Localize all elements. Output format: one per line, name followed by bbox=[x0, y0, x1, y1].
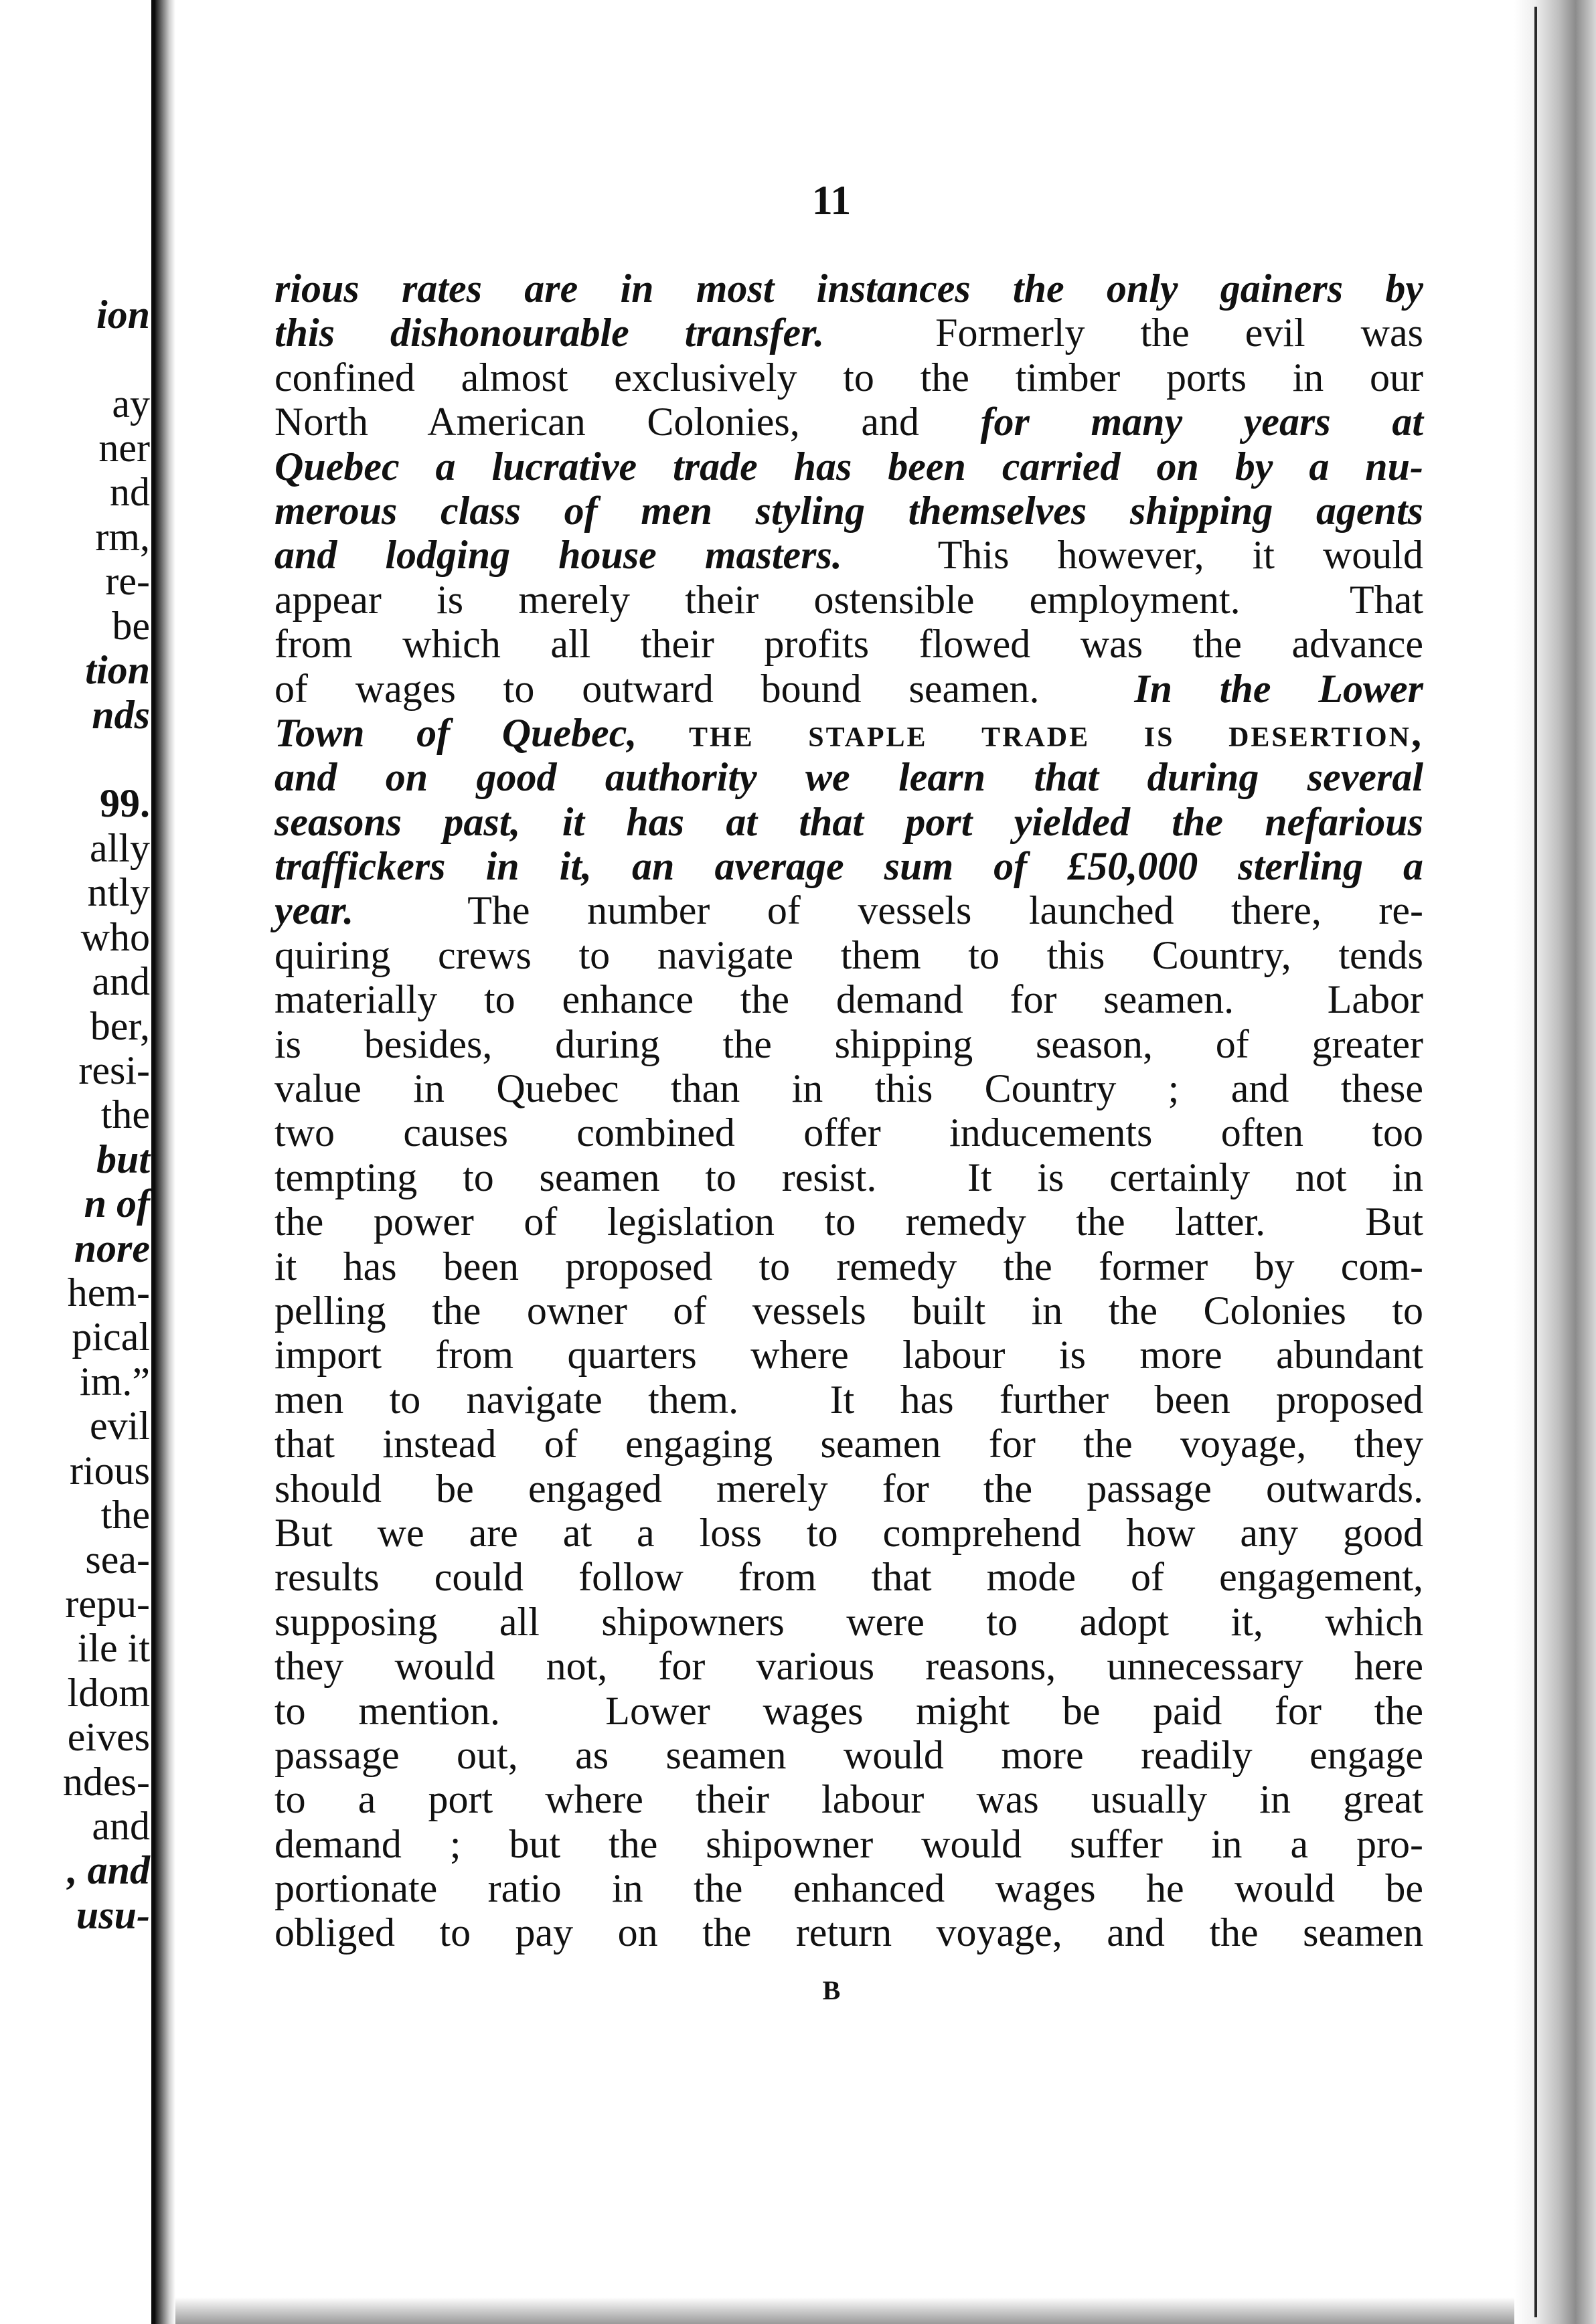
previous-page-fragment: the bbox=[100, 1493, 150, 1538]
previous-page-fragment: repu- bbox=[65, 1581, 150, 1626]
text-segment: pelling the owner of vessels built in the Colonies to bbox=[274, 1288, 1423, 1333]
text-segment: it has been proposed to remedy the former by com- bbox=[274, 1244, 1423, 1289]
text-line bbox=[274, 1110, 1423, 1155]
text-line bbox=[274, 711, 1423, 755]
text-line bbox=[274, 355, 1423, 400]
text-line bbox=[274, 1733, 1423, 1777]
text-segment: Town of Quebec, bbox=[274, 710, 689, 755]
previous-page-fragment: ner bbox=[98, 426, 150, 471]
previous-page-fragment: nd bbox=[110, 470, 150, 515]
text-segment: obliged to pay on the return voyage, and the seamen bbox=[274, 1910, 1423, 1955]
text-segment: In the Lower bbox=[1134, 666, 1423, 711]
previous-page-fragment: eives bbox=[67, 1715, 150, 1760]
text-segment: portionate ratio in the enhanced wages he would be bbox=[274, 1866, 1423, 1911]
previous-page-fragment: usu- bbox=[76, 1892, 150, 1937]
previous-page-fragment: rious bbox=[70, 1448, 150, 1493]
previous-page-fragment: ally bbox=[90, 825, 150, 870]
text-segment: this dishonourable transfer. bbox=[274, 311, 825, 355]
previous-page-fragment: nore bbox=[74, 1226, 150, 1270]
book-page bbox=[175, 0, 1514, 2297]
text-line bbox=[274, 977, 1423, 1021]
text-line bbox=[274, 400, 1423, 444]
text-line bbox=[274, 888, 1423, 932]
text-segment: quiring crews to navigate them to this Country, tends bbox=[274, 932, 1423, 977]
text-segment: appear is merely their ostensible employment. That bbox=[274, 577, 1423, 622]
text-line bbox=[274, 1555, 1423, 1599]
text-line bbox=[274, 800, 1423, 844]
previous-page-fragment: evil bbox=[90, 1404, 150, 1448]
text-segment: passage out, as seamen would more readily engage bbox=[274, 1732, 1423, 1777]
previous-page-fragment: ber, bbox=[90, 1003, 150, 1048]
text-segment: North American Colonies, and bbox=[274, 400, 981, 444]
text-line bbox=[274, 1199, 1423, 1244]
previous-page-edge bbox=[0, 0, 155, 2324]
text-segment: This however, it would bbox=[842, 533, 1423, 578]
text-segment: to a port where their labour was usually in great bbox=[274, 1777, 1423, 1822]
previous-page-fragment: ile it bbox=[77, 1626, 150, 1671]
previous-page-fragment: re- bbox=[105, 559, 150, 604]
text-line bbox=[274, 1689, 1423, 1733]
text-segment: value in Quebec than in this Country ; and these bbox=[274, 1066, 1423, 1111]
page-fore-edge bbox=[1514, 0, 1596, 2324]
text-line bbox=[274, 1422, 1423, 1466]
previous-page-fragment: resi- bbox=[78, 1048, 150, 1092]
text-segment: of wages to outward bound seamen. bbox=[274, 666, 1135, 711]
text-line bbox=[274, 533, 1423, 577]
previous-page-fragment: ndes- bbox=[63, 1759, 150, 1804]
previous-page-fragment: im.” bbox=[80, 1359, 150, 1404]
text-segment: and on good authority we learn that during several bbox=[274, 755, 1423, 800]
previous-page-fragment: ntly bbox=[87, 870, 150, 915]
text-segment: should be engaged merely for the passage outwards. bbox=[274, 1466, 1423, 1511]
text-line bbox=[274, 578, 1423, 622]
previous-page-fragment: rm, bbox=[95, 514, 150, 559]
text-segment: seasons past, it has at that port yielded the nefarious bbox=[274, 799, 1423, 844]
previous-page-fragment: ion bbox=[96, 292, 150, 337]
text-line bbox=[274, 1378, 1423, 1422]
text-line bbox=[274, 1644, 1423, 1688]
text-line bbox=[274, 1333, 1423, 1377]
text-line bbox=[274, 1511, 1423, 1555]
text-segment: Quebec a lucrative trade has been carried on by a nu- bbox=[274, 444, 1423, 489]
text-line bbox=[274, 1600, 1423, 1644]
text-line bbox=[274, 489, 1423, 533]
text-line bbox=[274, 1467, 1423, 1511]
body-text bbox=[274, 266, 1423, 1955]
text-line bbox=[274, 1022, 1423, 1066]
previous-page-fragment: and bbox=[92, 959, 150, 1004]
text-line bbox=[274, 1244, 1423, 1289]
text-line bbox=[274, 622, 1423, 666]
text-line bbox=[274, 667, 1423, 711]
text-segment: confined almost exclusively to the timber ports in our bbox=[274, 355, 1423, 400]
text-segment: supposing all shipowners were to adopt it, which bbox=[274, 1599, 1423, 1644]
page-inner-edge bbox=[155, 0, 175, 2324]
text-line bbox=[274, 1289, 1423, 1333]
text-line bbox=[274, 755, 1423, 799]
text-segment: that instead of engaging seamen for the voyage, they bbox=[274, 1422, 1423, 1467]
text-line bbox=[274, 444, 1423, 489]
text-segment: men to navigate them. It has further been proposed bbox=[274, 1377, 1423, 1422]
text-line bbox=[274, 1066, 1423, 1110]
text-segment: merous class of men styling themselves shipping agents bbox=[274, 488, 1423, 533]
text-line bbox=[274, 933, 1423, 977]
previous-page-fragment: pical bbox=[72, 1315, 150, 1359]
text-segment: Formerly the evil was bbox=[824, 311, 1423, 355]
text-segment: for many years at bbox=[980, 400, 1423, 444]
previous-page-fragment: 99. bbox=[100, 781, 150, 826]
text-segment: results could follow from that mode of engagement, bbox=[274, 1555, 1423, 1600]
text-line bbox=[274, 266, 1423, 311]
text-segment: traffickers in it, an average sum of £50,000 sterling a bbox=[274, 844, 1423, 889]
text-segment: to mention. Lower wages might be paid for the bbox=[274, 1688, 1423, 1733]
previous-page-fragment: n of bbox=[84, 1181, 150, 1226]
text-segment: they would not, for various reasons, unnecessary here bbox=[274, 1644, 1423, 1689]
previous-page-fragment: , and bbox=[67, 1848, 150, 1893]
previous-page-fragment: be bbox=[112, 603, 150, 648]
text-line bbox=[274, 1910, 1423, 1955]
text-segment: from which all their profits flowed was the advance bbox=[274, 622, 1423, 667]
text-segment: But we are at a loss to comprehend how any good bbox=[274, 1510, 1423, 1555]
text-segment: The number of vessels launched there, re- bbox=[353, 888, 1423, 933]
page-bottom-edge bbox=[175, 2297, 1514, 2324]
text-line bbox=[274, 1777, 1423, 1821]
page-number: 11 bbox=[811, 178, 852, 224]
text-segment: and lodging house masters. bbox=[274, 533, 842, 578]
previous-page-fragment: ldom bbox=[67, 1670, 150, 1715]
previous-page-fragment: the bbox=[100, 1092, 150, 1137]
previous-page-fragment: ay bbox=[112, 381, 150, 426]
text-segment: year. bbox=[274, 888, 354, 933]
fore-edge-line bbox=[1534, 7, 1537, 2317]
text-line bbox=[274, 1866, 1423, 1910]
previous-page-fragment: and bbox=[92, 1804, 150, 1849]
text-segment: two causes combined offer inducements often too bbox=[274, 1110, 1423, 1155]
previous-page-fragment: sea- bbox=[85, 1537, 150, 1582]
previous-page-fragment: but bbox=[96, 1137, 150, 1181]
previous-page-fragment: hem- bbox=[67, 1270, 150, 1315]
text-segment: import from quarters where labour is more abundant bbox=[274, 1333, 1423, 1378]
text-line bbox=[274, 844, 1423, 888]
previous-page-fragment: who bbox=[80, 914, 150, 959]
text-segment: tempting to seamen to resist. It is certainly not in bbox=[274, 1155, 1423, 1199]
text-line bbox=[274, 1822, 1423, 1866]
signature-mark: B bbox=[822, 1975, 841, 2005]
previous-page-fragment: nds bbox=[92, 692, 150, 737]
text-segment: rious rates are in most instances the only gainers by bbox=[274, 266, 1423, 311]
text-segment: the staple trade is desertion, bbox=[688, 710, 1423, 755]
text-line bbox=[274, 1155, 1423, 1199]
text-line bbox=[274, 311, 1423, 355]
text-segment: the power of legislation to remedy the latter. But bbox=[274, 1199, 1423, 1244]
previous-page-fragment: tion bbox=[85, 648, 150, 693]
text-segment: materially to enhance the demand for seamen. Labor bbox=[274, 977, 1423, 1022]
text-segment: is besides, during the shipping season, of greater bbox=[274, 1021, 1423, 1066]
text-segment: demand ; but the shipowner would suffer in a pro- bbox=[274, 1821, 1423, 1866]
